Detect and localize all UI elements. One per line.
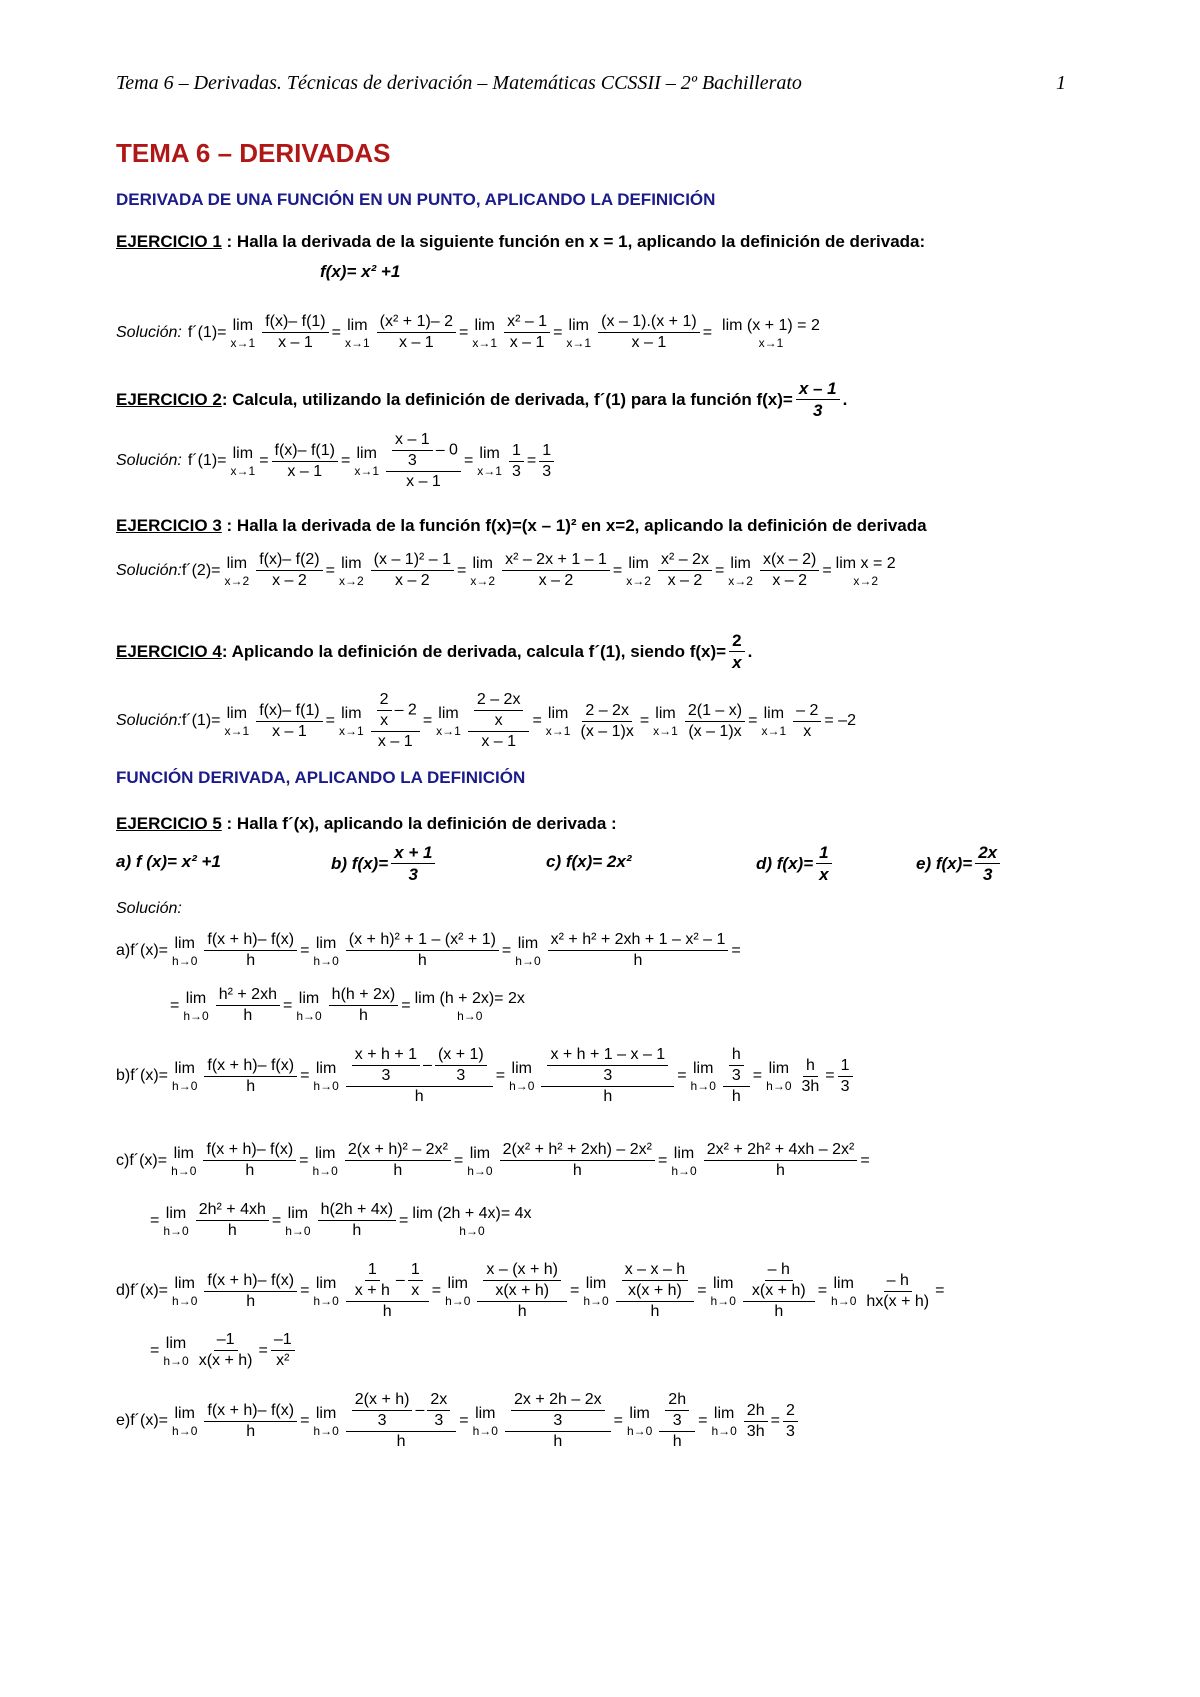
function-b: b) f(x)= $\frac{x + 1}{3}$ bbox=[331, 842, 438, 886]
exercise-1-solution: Solución: f´(1)= lim x→1 $\frac{f(x)- f(1)}{x - 1}$ = lim x→1 $\frac{\text{(x² + 1)– 2}}{x - 1}$ = lim x→1 $\frac{\text{x² – 1}}{x - 1}$ = lim x→1 $\frac{(x - 1).(x + 1)}{x - 1}$ = lim (x + 1) = 2 x→1 bbox=[116, 313, 820, 351]
limit: lim x→1 bbox=[472, 316, 498, 350]
limit: lim x→1 bbox=[224, 705, 250, 738]
fraction: $\frac{(x - 1).(x + 1)}{x - 1}$ bbox=[598, 312, 700, 353]
exercise-3-solution: Solución: f´(2)= lim x→2 $\frac{f(x)- f(2)}{x - 2}$ = lim x→2 $\frac{\text{(x – 1)² – 1}}{x - 2}$ = lim x→2 $\frac{\text{x² – 2x + 1 – 1}}{x - 2}$ = lim x→2 $\frac{\text{x² – 2x}}{x - 2}$ = lim x→2 $\frac{x(x - 2)}{x - 2}$ = lim x = 2 x→2 bbox=[116, 551, 896, 589]
exercise-4-label: EJERCICIO 4 bbox=[116, 641, 222, 661]
fraction: $\frac{2(1 - x)}{(x - 1)x}$ bbox=[685, 701, 745, 742]
exercise-4-text: : Aplicando la definición de derivada, calcula f´(1), siendo f(x)= bbox=[221, 641, 727, 661]
solution-d-line-2: = lim h→0 $\frac{-1}{x(x + h)}$ = $\frac{-1}{\text{x²}}$ bbox=[150, 1330, 298, 1371]
limit: lim x→1 bbox=[338, 705, 364, 738]
exercise-1-text: : Halla la derivada de la siguiente función en x = 1, aplicando la definición de derivada: bbox=[221, 232, 926, 251]
running-title: Tema 6 – Derivadas. Técnicas de derivación – Matemáticas CCSSII – 2º Bachillerato bbox=[116, 72, 802, 94]
solution-label-5: Solución: bbox=[116, 900, 182, 917]
exercise-5-statement bbox=[116, 814, 617, 834]
fraction: $\frac{1}{3}$ bbox=[509, 441, 524, 482]
limit: lim x→2 bbox=[224, 554, 250, 588]
limit: lim x→1 bbox=[354, 445, 380, 478]
limit: lim x→1 bbox=[230, 316, 256, 350]
limit: lim x→1 bbox=[566, 316, 592, 350]
page-title: TEMA 6 – DERIVADAS bbox=[116, 138, 391, 168]
fraction: $\frac{\text{x² – 1}}{x - 1}$ bbox=[504, 312, 550, 353]
fraction: $\frac{1}{3}$ bbox=[539, 441, 554, 482]
fraction: $\frac{- 2}{x}$ bbox=[793, 701, 821, 742]
fraction: $\frac{f(x)- f(2)}{x - 2}$ bbox=[256, 550, 322, 591]
solution-label: Solución: bbox=[116, 561, 182, 579]
exercise-2-solution: Solución: f´(1)= lim x→1 = $\frac{f(x)- f(1)}{x - 1}$ = lim x→1 $\frac{x - 1}{3}$ – 0 x – 1 = lim x→1 $\frac{1}{3}$ = $\frac{1}{3}$ bbox=[116, 430, 557, 492]
fraction: $\frac{f(x)- f(1)}{x - 1}$ bbox=[272, 441, 338, 482]
solution-a-line-1: a) f´(x)= lim h→0 $\frac{f(x + h)- f(x)}{h}$ = lim h→0 $\frac{\text{(x + h)² + 1 – (x² + 1)}}{h}$ = lim h→0 $\frac{\text{x² + h² + 2xh + 1 – x² – 1}}{h}$ = bbox=[116, 931, 741, 969]
limit: lim x→2 bbox=[728, 554, 753, 588]
fraction: $\frac{\text{x² – 2x}}{x - 2}$ bbox=[658, 550, 712, 591]
solution-label: Solución: bbox=[116, 712, 182, 729]
solution-c-line-1: c) f´(x)= lim h→0 $\frac{f(x + h)- f(x)}{h}$ = lim h→0 $\frac{\text{2(x + h)² – 2x²}}{h}$ = lim h→0 $\frac{\text{2(x² + h² + 2xh) – 2x²}}{h}$ = lim h→0 $\frac{\text{2x² + 2h² + 4xh – 2x²}}{h}$ = bbox=[116, 1141, 870, 1179]
solution-b: b) f´(x)= lim h→0 $\frac{f(x + h)- f(x)}{h}$ = lim h→0 $\frac{x + h + 1}{3}$ – $\frac{(x + 1)}{3}$ h = lim h→0 $\frac{\frac{x + h + 1 - x - 1}{3}}{h}$ = lim h→0 $\frac{\frac{h}{3}}{h}$ = lim h→0 $\frac{h}{3h}$ = $\frac{1}{3}$ bbox=[116, 1045, 856, 1107]
running-header bbox=[116, 72, 1066, 95]
fraction: $\frac{2 - 2x}{(x - 1)x}$ bbox=[580, 701, 634, 740]
limit: lim x = 2 x→2 bbox=[835, 554, 896, 588]
function-c: c) f(x)= 2x² bbox=[546, 852, 632, 871]
exercise-5-label: EJERCICIO 5 bbox=[116, 814, 222, 833]
exercise-3-text: : Halla la derivada de la función f(x)=(x – 1)² en x=2, aplicando la definición de derivada bbox=[221, 516, 927, 535]
fraction: $\frac{x - 1}{3}$ – 0 x – 1 bbox=[386, 430, 461, 492]
exercise-5-text: : Halla f´(x), aplicando la definición de derivada : bbox=[221, 814, 617, 833]
fraction: $\frac{\text{(x – 1)² – 1}}{x - 2}$ bbox=[371, 550, 454, 591]
limit: lim x→2 bbox=[338, 554, 364, 588]
exercise-2-text: : Calcula, utilizando la definición de derivada, f´(1) para la función f(x)= bbox=[221, 389, 793, 409]
fraction: $\frac{2}{x}$ bbox=[729, 630, 744, 674]
math-term: f´(1)= bbox=[187, 323, 227, 341]
section-heading-1: DERIVADA DE UNA FUNCIÓN EN UN PUNTO, APLICANDO LA DEFINICIÓN bbox=[116, 190, 716, 209]
exercise-5-functions bbox=[116, 842, 1076, 892]
limit: lim x→2 bbox=[626, 554, 651, 588]
limit: lim x→1 bbox=[344, 316, 370, 350]
solution-d-line-1: d) f´(x)= lim h→0 $\frac{f(x + h)- f(x)}{h}$ = lim h→0 $\frac{1}{x + h}$ – $\frac{1}{x}$ h = lim h→0 $\frac{\frac{x - (x + h)}{x(x + h)}}{h}$ = lim h→0 $\frac{\frac{x - x - h}{x(x + h)}}{h}$ = lim h→0 $\frac{\frac{- h}{x(x + h)}}{h}$ = lim h→0 $\frac{- h}{hx(x + h)}$ = bbox=[116, 1261, 945, 1320]
solution-label: Solución: bbox=[116, 323, 182, 341]
function-a: a) f (x)= x² +1 bbox=[116, 852, 221, 871]
exercise-1-statement bbox=[116, 232, 925, 252]
exercise-3-label: EJERCICIO 3 bbox=[116, 516, 222, 535]
fraction: $\frac{\text{x² – 2x + 1 – 1}}{x - 2}$ bbox=[502, 550, 610, 591]
limit: lim x→1 bbox=[761, 705, 787, 738]
limit: lim x→1 bbox=[545, 705, 571, 738]
limit: lim x→1 bbox=[477, 445, 502, 478]
exercise-1-function: f(x)= x² +1 bbox=[320, 262, 401, 281]
section-heading-2: FUNCIÓN DERIVADA, APLICANDO LA DEFINICIÓN bbox=[116, 768, 526, 787]
limit: lim x→1 bbox=[436, 705, 461, 738]
solution-e: e) f´(x)= lim h→0 $\frac{f(x + h)- f(x)}{h}$ = lim h→0 $\frac{2(x + h)}{3}$ – $\frac{2x}{3}$ h = lim h→0 $\frac{\frac{2x + 2h - 2x}{3}}{h}$ = lim h→0 $\frac{\frac{2h}{3}}{h}$ = lim h→0 $\frac{2h}{3h}$ = $\frac{2}{3}$ bbox=[116, 1390, 801, 1452]
solution-c-line-2: = lim h→0 $\frac{\text{2h² + 4xh}}{h}$ = lim h→0 $\frac{h(2h + 4x)}{h}$ = lim (2h + 4x)= 4x h→0 bbox=[150, 1201, 532, 1239]
function-e: e) f(x)= $\frac{2x}{3}$ bbox=[916, 842, 1003, 886]
solution-label: Solución: bbox=[116, 452, 182, 469]
exercise-4-statement: EJERCICIO 4 : Aplicando la definición de derivada, calcula f´(1), siendo f(x)= $\frac{2}{x}$ . bbox=[116, 631, 753, 673]
exercise-4-solution: Solución: f´(1)= lim x→1 $\frac{f(x)- f(1)}{x - 1}$ = lim x→1 $\frac{2}{x}$ – 2 x – 1 = lim x→1 $\frac{\frac{2 - 2x}{x}}{x - 1}$ = lim x→1 $\frac{2 - 2x}{(x - 1)x}$ = lim x→1 $\frac{2(1 - x)}{(x - 1)x}$ = lim x→1 $\frac{- 2}{x}$ = –2 bbox=[116, 691, 856, 750]
limit: lim (x + 1) = 2 x→1 bbox=[722, 316, 820, 350]
fraction: $\frac{\text{(x² + 1)– 2}}{x - 1}$ bbox=[377, 312, 456, 353]
fraction: $\frac{\frac{2 - 2x}{x}}{x - 1}$ bbox=[468, 690, 530, 752]
fraction: $\frac{f(x)- f(1)}{x - 1}$ bbox=[256, 701, 322, 742]
exercise-1-label: EJERCICIO 1 bbox=[116, 232, 222, 251]
function-d: d) f(x)= $\frac{1}{x}$ bbox=[756, 842, 835, 886]
exercise-2-statement: EJERCICIO 2 : Calcula, utilizando la definición de derivada, f´(1) para la función f(x)= $\frac{x - 1}{3}$ . bbox=[116, 379, 848, 421]
fraction: $\frac{2}{x}$ – 2 x – 1 bbox=[371, 690, 420, 752]
fraction: $\frac{x(x - 2)}{x - 2}$ bbox=[760, 550, 819, 591]
solution-a-line-2: = lim h→0 $\frac{\text{h² + 2xh}}{h}$ = lim h→0 $\frac{h(h + 2x)}{h}$ = lim (h + 2x)= 2x h→0 bbox=[170, 986, 525, 1024]
exercise-2-label: EJERCICIO 2 bbox=[116, 389, 222, 409]
exercise-3-statement bbox=[116, 516, 927, 536]
limit: lim x→1 bbox=[230, 445, 256, 478]
page-number: 1 bbox=[1056, 72, 1066, 94]
fraction: $\frac{x - 1}{3}$ bbox=[796, 378, 840, 422]
fraction: $\frac{f(x)- f(1)}{x - 1}$ bbox=[262, 312, 328, 353]
limit: lim x→1 bbox=[653, 705, 678, 738]
limit: lim x→2 bbox=[470, 554, 496, 588]
